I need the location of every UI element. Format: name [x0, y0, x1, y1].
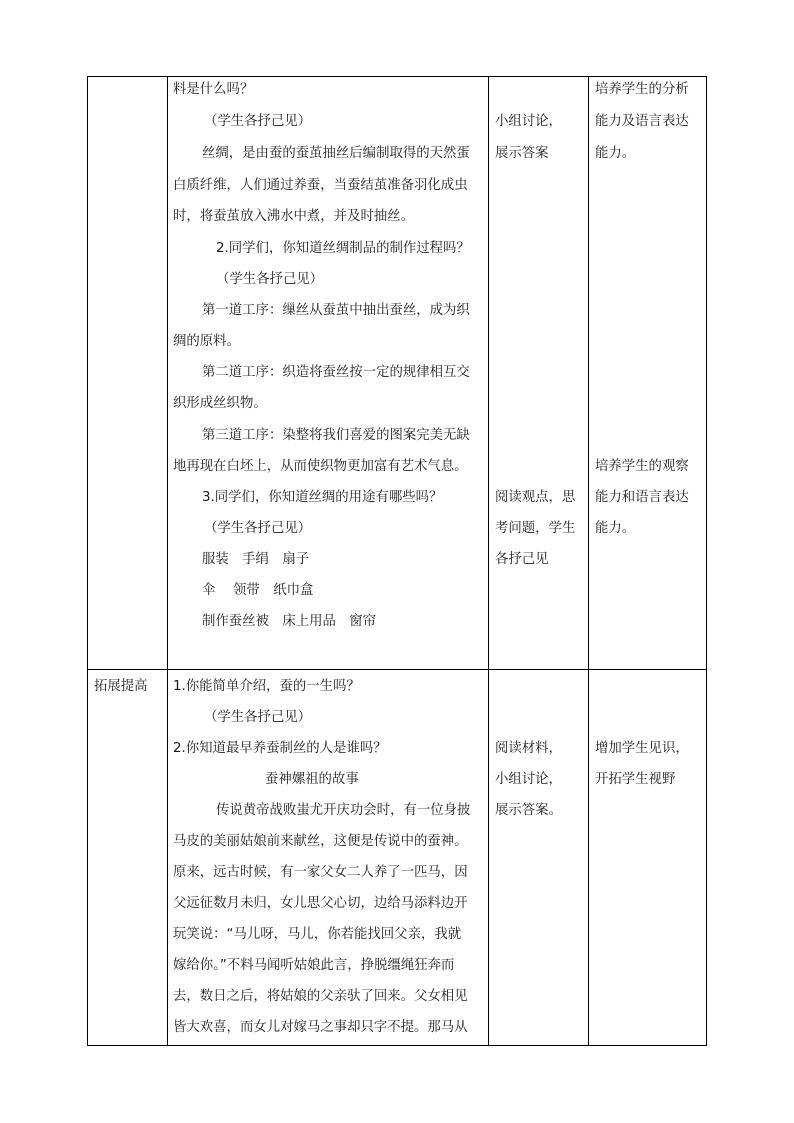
- content-line: （学生各抒己见）: [204, 114, 312, 129]
- content-line: 原来，远古时候，有一家父女二人养了一匹马，因: [173, 865, 468, 880]
- activity-line: 阅读材料，: [495, 741, 562, 756]
- content-line: 地再现在白坯上，从而使织物更加富有艺术气息。: [173, 459, 468, 474]
- activity-line: 小组讨论，: [495, 114, 562, 129]
- column-divider-3: [588, 76, 589, 1046]
- content-line: 玩笑说：“马儿呀，马儿，你若能找回父亲，我就: [173, 927, 462, 942]
- content-line: 服装 手绢 扇子: [202, 552, 310, 567]
- activity-line: 各抒己见: [495, 552, 549, 567]
- intent-line: 能力和语言表达: [595, 490, 689, 505]
- intent-line: 开拓学生视野: [595, 772, 676, 787]
- content-line: 去，数日之后，将姑娘的父亲驮了回来。父女相见: [173, 989, 468, 1004]
- content-line: 丝绸，是由蚕的蚕茧抽丝后编制取得的天然蛋: [202, 146, 470, 161]
- content-line: 第三道工序：染整将我们喜爱的图案完美无缺: [202, 428, 470, 443]
- content-line: 父远征数月未归，女儿思父心切，边给马添料边开: [173, 896, 468, 911]
- content-line: 马皮的美丽姑娘前来献丝，这便是传说中的蚕神。: [173, 834, 468, 849]
- content-line: 白质纤维，人们通过养蚕，当蚕结茧准备羽化成虫: [173, 178, 468, 193]
- intent-line: 能力。: [595, 521, 636, 536]
- content-line: 皆大欢喜，而女儿对嫁马之事却只字不提。那马从: [173, 1020, 468, 1035]
- table-border-bottom: [87, 1045, 707, 1046]
- intent-line: 增加学生见识，: [595, 741, 689, 756]
- table-border-right: [706, 76, 707, 1046]
- content-line: 1.你能简单介绍，蚕的一生吗？: [173, 679, 360, 694]
- intent-line: 培养学生的分析: [595, 82, 689, 97]
- intent-line: 能力。: [595, 146, 636, 161]
- activity-line: 阅读观点，思: [495, 490, 576, 505]
- content-line: 时，将蚕茧放入沸水中煮，并及时抽丝。: [173, 209, 415, 224]
- content-line: 第一道工序：缫丝从蚕茧中抽出蚕丝，成为织: [202, 303, 470, 318]
- activity-line: 考问题，学生: [495, 521, 576, 536]
- content-line: 2.你知道最早养蚕制丝的人是谁吗？: [173, 741, 387, 756]
- column-divider-2: [488, 76, 489, 1046]
- table-border-top: [87, 76, 707, 77]
- stage-label: 拓展提高: [94, 679, 148, 694]
- column-divider-1: [167, 76, 168, 1046]
- content-line: 2.同学们，你知道丝绸制品的制作过程吗？: [216, 241, 470, 256]
- table-border-left: [87, 76, 88, 1046]
- intent-line: 培养学生的观察: [595, 459, 689, 474]
- activity-line: 展示答案。: [495, 803, 562, 818]
- content-line: （学生各抒己见）: [204, 710, 312, 725]
- content-line: （学生各抒己见）: [216, 272, 324, 287]
- story-title: 蚕神嫘祖的故事: [265, 772, 359, 787]
- content-line: 传说黄帝战败蚩尤开庆功会时，有一位身披: [216, 803, 471, 818]
- content-line: 料是什么吗？: [173, 82, 254, 97]
- intent-line: 能力及语言表达: [595, 114, 689, 129]
- content-line: 织形成丝织物。: [173, 396, 267, 411]
- content-line: 绸的原料。: [173, 334, 240, 349]
- row-divider: [87, 669, 707, 670]
- content-line: 嫁给你。”不料马闻听姑娘此言，挣脱缰绳狂奔而: [173, 958, 455, 973]
- activity-line: 展示答案: [495, 146, 549, 161]
- content-line: 制作蚕丝被 床上用品 窗帘: [202, 614, 377, 629]
- content-line: 伞 领带 纸巾盒: [202, 583, 314, 598]
- content-line: 第二道工序：织造将蚕丝按一定的规律相互交: [202, 365, 470, 380]
- content-line: 3.同学们，你知道丝绸的用途有哪些吗？: [202, 490, 443, 505]
- activity-line: 小组讨论，: [495, 772, 562, 787]
- content-line: （学生各抒己见）: [204, 521, 312, 536]
